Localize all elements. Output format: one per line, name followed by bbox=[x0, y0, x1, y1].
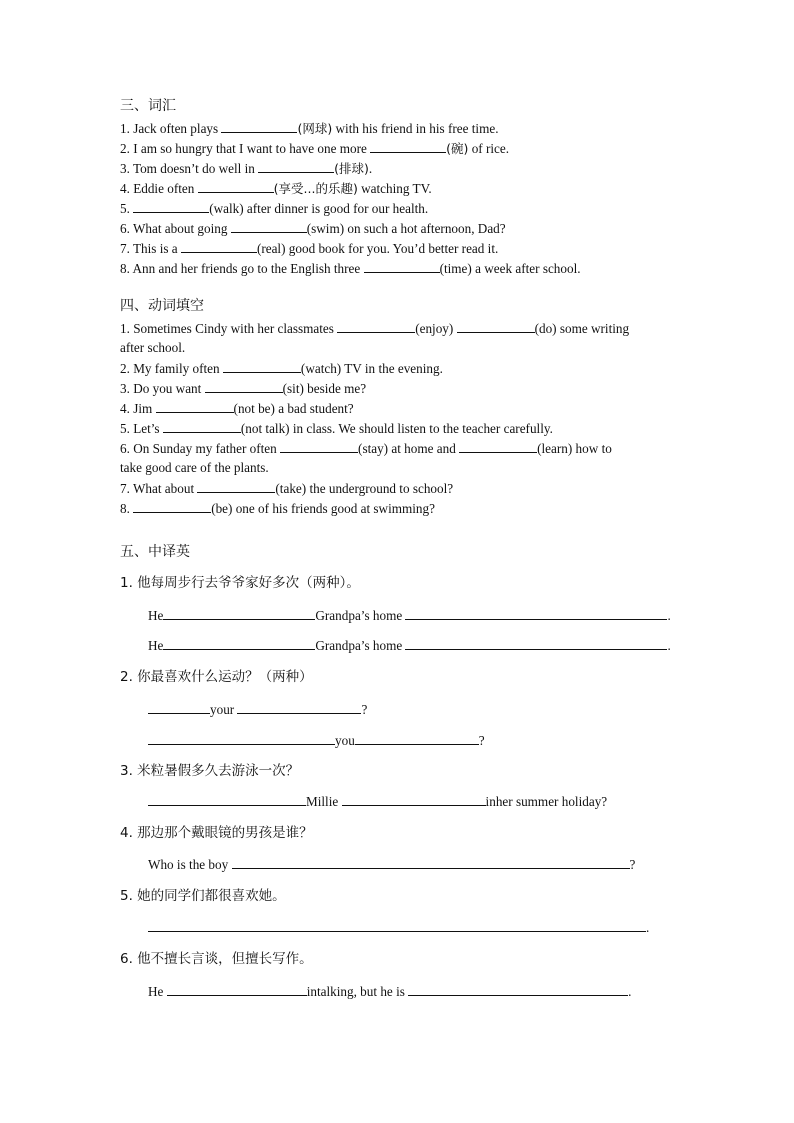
s3-item-8-hint: (time) bbox=[439, 261, 472, 276]
s5-q1-l1-mid: Grandpa’s home bbox=[315, 608, 406, 623]
s4-item-5-rest: (not talk) in class. We should listen to the teacher carefully. bbox=[240, 421, 553, 436]
s5-q1-l2-start: He bbox=[148, 638, 164, 653]
s3-item-5-text: 5. bbox=[120, 201, 134, 216]
s4-item-1-hint-1: (enjoy) bbox=[415, 321, 457, 336]
s3-item-3 bbox=[120, 160, 372, 177]
s5-q4-prompt: 4. 那边那个戴眼镜的男孩是谁？ bbox=[120, 825, 313, 841]
s4-item-4-rest: (not be) a bad student? bbox=[233, 401, 354, 416]
blank[interactable] bbox=[459, 440, 537, 453]
s5-q1-l1-end: . bbox=[667, 608, 671, 623]
s4-item-8 bbox=[120, 500, 435, 517]
s5-q4-l1-end: ? bbox=[629, 857, 636, 872]
s5-q3-prompt: 3. 米粒暑假多久去游泳一次？ bbox=[120, 763, 300, 779]
s5-q6-l1-start: He bbox=[148, 984, 167, 999]
blank[interactable] bbox=[133, 500, 211, 513]
s5-q3-l1-end: her summer holiday? bbox=[495, 794, 608, 809]
s3-item-6 bbox=[120, 220, 506, 237]
s3-item-6-hint: (swim) bbox=[306, 221, 345, 236]
blank[interactable] bbox=[198, 180, 274, 193]
s4-item-4-text: 4. Jim bbox=[120, 401, 156, 416]
answer-blank[interactable] bbox=[148, 732, 335, 745]
s5-q1-l2-mid: Grandpa’s home bbox=[315, 638, 406, 653]
answer-blank[interactable] bbox=[163, 637, 315, 650]
s5-q5-line-1 bbox=[148, 919, 649, 936]
s4-item-6-text: 6. On Sunday my father often bbox=[120, 441, 281, 456]
s5-q2-l1-end: ? bbox=[361, 702, 368, 717]
answer-blank[interactable] bbox=[408, 983, 628, 996]
s5-q6-l1-mid: talking, but he is bbox=[316, 984, 409, 999]
s4-item-5-text: 5. Let’s bbox=[120, 421, 163, 436]
s4-item-1-cont: after school. bbox=[120, 340, 186, 355]
s5-q6-l1-in: in bbox=[306, 984, 317, 999]
s3-item-6-text: 6. What about going bbox=[120, 221, 231, 236]
s4-item-6-mid: (stay) at home and bbox=[358, 441, 460, 456]
s5-q3-line-1 bbox=[148, 793, 607, 810]
s3-item-7-hint: (real) bbox=[256, 241, 286, 256]
blank[interactable] bbox=[457, 320, 535, 333]
s5-q2-line-1 bbox=[148, 701, 367, 718]
answer-blank[interactable] bbox=[237, 701, 361, 714]
s5-q1-l1-start: He bbox=[148, 608, 164, 623]
s4-item-1 bbox=[120, 320, 629, 337]
answer-blank[interactable] bbox=[232, 856, 630, 869]
answer-blank[interactable] bbox=[405, 607, 667, 620]
s3-item-3-text: 3. Tom doesn’t do well in bbox=[120, 161, 259, 176]
answer-blank[interactable] bbox=[405, 637, 667, 650]
s3-item-3-hint: (排球) bbox=[334, 161, 369, 176]
s5-q2-line-2 bbox=[148, 732, 485, 749]
s3-item-2-rest: of rice. bbox=[468, 141, 510, 156]
s3-item-8-text: 8. Ann and her friends go to the English three bbox=[120, 261, 364, 276]
s5-q4-line-1 bbox=[148, 856, 635, 873]
s3-item-4-rest: watching TV. bbox=[357, 181, 432, 196]
s4-item-2-rest: (watch) TV in the evening. bbox=[300, 361, 443, 376]
s5-q2-l2-mid: you bbox=[335, 733, 355, 748]
s3-item-7 bbox=[120, 240, 498, 257]
answer-blank[interactable] bbox=[148, 701, 210, 714]
answer-blank[interactable] bbox=[163, 607, 315, 620]
blank[interactable] bbox=[258, 160, 334, 173]
blank[interactable] bbox=[221, 120, 297, 133]
s3-item-5-rest: after dinner is good for our health. bbox=[243, 201, 429, 216]
s3-item-2 bbox=[120, 140, 509, 157]
s4-item-3-rest: (sit) beside me? bbox=[282, 381, 367, 396]
s3-item-1-rest: with his friend in his free time. bbox=[332, 121, 499, 136]
blank[interactable] bbox=[133, 200, 209, 213]
answer-blank[interactable] bbox=[167, 983, 307, 996]
s4-item-3 bbox=[120, 380, 366, 397]
blank[interactable] bbox=[280, 440, 358, 453]
s5-q6-prompt: 6. 他不擅长言谈，但擅长写作。 bbox=[120, 951, 313, 967]
s5-q2-l2-end: ? bbox=[478, 733, 485, 748]
s3-item-4-text: 4. Eddie often bbox=[120, 181, 198, 196]
s4-item-2-text: 2. My family often bbox=[120, 361, 223, 376]
s3-item-7-rest: good book for you. You’d better read it. bbox=[285, 241, 499, 256]
s5-q5-l1-end: . bbox=[646, 920, 650, 935]
blank[interactable] bbox=[205, 380, 283, 393]
s4-item-7-text: 7. What about bbox=[120, 481, 198, 496]
answer-blank[interactable] bbox=[148, 919, 646, 932]
s3-item-1 bbox=[120, 120, 499, 137]
s5-q6-l1-end: . bbox=[628, 984, 632, 999]
blank[interactable] bbox=[370, 140, 446, 153]
s5-q6-line-1 bbox=[148, 983, 631, 1000]
s3-item-5 bbox=[120, 200, 428, 217]
s3-item-1-hint: (网球) bbox=[297, 121, 333, 136]
s5-q1-l2-end: . bbox=[667, 638, 671, 653]
answer-blank[interactable] bbox=[342, 793, 486, 806]
s3-item-8 bbox=[120, 260, 581, 277]
s5-q5-prompt: 5. 她的同学们都很喜欢她。 bbox=[120, 888, 286, 904]
s5-q3-l1-mid: Millie bbox=[306, 794, 342, 809]
answer-blank[interactable] bbox=[148, 793, 306, 806]
s5-q1-line-1 bbox=[148, 607, 671, 624]
s4-item-6-cont: take good care of the plants. bbox=[120, 460, 269, 475]
answer-blank[interactable] bbox=[355, 732, 479, 745]
s4-item-8-rest: (be) one of his friends good at swimming? bbox=[211, 501, 435, 516]
s3-item-4 bbox=[120, 180, 432, 197]
blank[interactable] bbox=[181, 240, 257, 253]
s5-q1-prompt: 1. 他每周步行去爷爷家好多次（两种）。 bbox=[120, 575, 360, 591]
s4-item-7-rest: (take) the underground to school? bbox=[275, 481, 454, 496]
section5-title: 五、中译英 bbox=[120, 544, 190, 560]
s4-item-2 bbox=[120, 360, 443, 377]
s3-item-8-rest: a week after school. bbox=[471, 261, 581, 276]
blank[interactable] bbox=[337, 320, 415, 333]
s4-item-5 bbox=[120, 420, 553, 437]
section4-title: 四、动词填空 bbox=[120, 298, 204, 314]
blank[interactable] bbox=[197, 480, 275, 493]
blank[interactable] bbox=[364, 260, 440, 273]
s3-item-3-rest: . bbox=[368, 161, 373, 176]
s3-item-6-rest: on such a hot afternoon, Dad? bbox=[344, 221, 506, 236]
s5-q3-l1-in: in bbox=[485, 794, 496, 809]
s5-q1-line-2 bbox=[148, 637, 671, 654]
s5-q4-l1-start: Who is the boy bbox=[148, 857, 232, 872]
s5-q2-prompt: 2. 你最喜欢什么运动？（两种） bbox=[120, 669, 313, 685]
blank[interactable] bbox=[156, 400, 234, 413]
s4-item-4 bbox=[120, 400, 354, 417]
s5-q2-l1-mid: your bbox=[210, 702, 238, 717]
s3-item-2-hint: (碗) bbox=[446, 141, 469, 156]
s4-item-7 bbox=[120, 480, 453, 497]
section3-title: 三、词汇 bbox=[120, 98, 176, 114]
blank[interactable] bbox=[223, 360, 301, 373]
s4-item-8-text: 8. bbox=[120, 501, 134, 516]
s4-item-6-hint-2: (learn) how to bbox=[537, 441, 612, 456]
s3-item-4-hint: (享受...的乐趣) bbox=[273, 181, 358, 196]
s3-item-7-text: 7. This is a bbox=[120, 241, 181, 256]
s3-item-2-text: 2. I am so hungry that I want to have one more bbox=[120, 141, 371, 156]
blank[interactable] bbox=[163, 420, 241, 433]
s4-item-6 bbox=[120, 440, 612, 457]
s3-item-5-hint: (walk) bbox=[209, 201, 244, 216]
s4-item-1-text: 1. Sometimes Cindy with her classmates bbox=[120, 321, 338, 336]
s4-item-3-text: 3. Do you want bbox=[120, 381, 205, 396]
s3-item-1-text: 1. Jack often plays bbox=[120, 121, 222, 136]
blank[interactable] bbox=[231, 220, 307, 233]
s4-item-1-hint-2: (do) some writing bbox=[534, 321, 630, 336]
